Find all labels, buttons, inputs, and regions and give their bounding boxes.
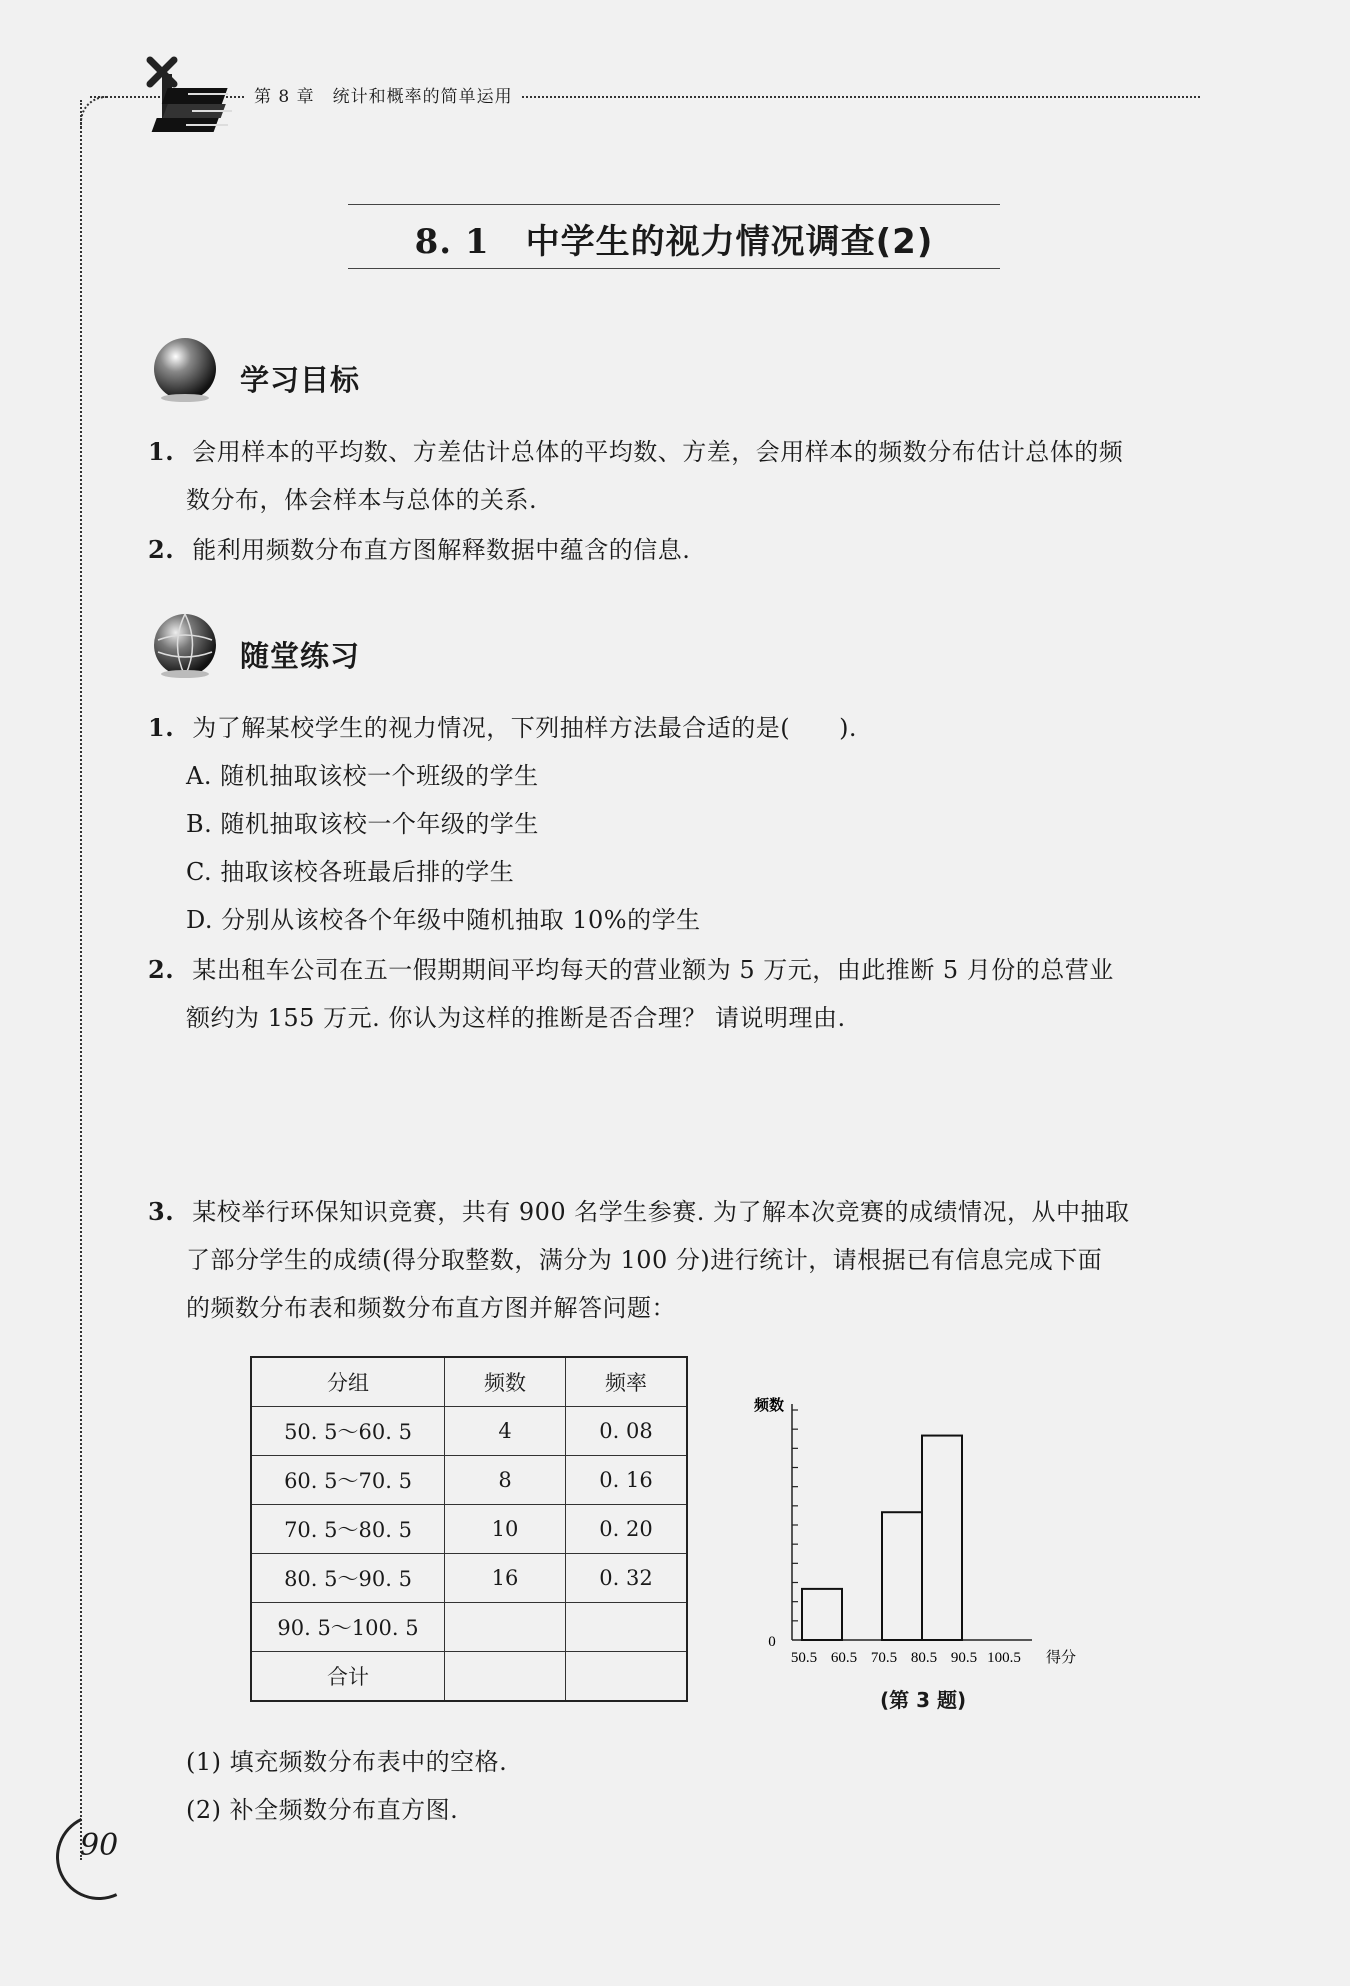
question-1-option-c: C. 抽取该校各班最后排的学生 [186,858,515,886]
x-tick-label: 90.5 [950,1650,978,1666]
question-1-stem: 为了解某校学生的视力情况，下列抽样方法最合适的是( ). [192,714,858,742]
table-header-cell: 频数 [445,1357,566,1407]
question-3-line-1: 某校举行环保知识竞赛，共有 900 名学生参赛. 为了解本次竞赛的成绩情况，从中抽取 [192,1198,1130,1226]
table-header-cell: 分组 [251,1357,445,1407]
table-cell-rate: 0. 08 [566,1407,688,1456]
question-2-line-1: 某出租车公司在五一假期期间平均每天的营业额为 5 万元，由此推断 5 月份的总营业 [192,956,1114,984]
table-row [251,1554,687,1603]
frequency-histogram [730,1390,1110,1710]
x-tick-label: 60.5 [830,1650,858,1666]
question-3-line-2: 了部分学生的成绩(得分取整数，满分为 100 分)进行统计，请根据已有信息完成下面 [186,1246,1103,1274]
objective-2-number: 2. [148,535,175,564]
table-cell-frequency-blank[interactable] [445,1603,566,1652]
objective-item-2 [148,534,690,566]
question-1 [148,712,857,744]
table-row [251,1407,687,1456]
margin-dotted-corner [80,96,112,128]
table-cell-group: 50. 5～60. 5 [251,1407,445,1456]
section-number: 8. 1 [414,222,490,262]
objective-1-line-1: 会用样本的平均数、方差估计总体的平均数、方差，会用样本的频数分布估计总体的频 [192,438,1124,466]
table-cell-total-label: 合计 [251,1652,445,1702]
table-cell-rate: 0. 32 [566,1554,688,1603]
table-cell-frequency: 8 [445,1456,566,1505]
x-tick-label: 70.5 [870,1650,898,1666]
table-cell-rate: 0. 20 [566,1505,688,1554]
table-cell-frequency: 16 [445,1554,566,1603]
table-cell-rate-blank[interactable] [566,1603,688,1652]
x-tick-label: 100.5 [987,1650,1021,1666]
histogram-bar [802,1589,842,1640]
question-3 [148,1196,1130,1228]
question-1-option-a: A. 随机抽取该校一个班级的学生 [186,762,539,790]
question-2 [148,954,1114,986]
objective-item-1 [148,436,1123,468]
x-tick-label: 50.5 [790,1650,818,1666]
page-title [348,214,1000,263]
question-1-option-d: D. 分别从该校各个年级中随机抽取 10%的学生 [186,906,701,934]
objectives-heading: 学习目标 [240,363,361,397]
table-row [251,1456,687,1505]
objective-1-line-2: 数分布，体会样本与总体的关系. [186,486,538,514]
objective-2-line-1: 能利用频数分布直方图解释数据中蕴含的信息. [192,536,691,564]
table-cell-total-frequency[interactable] [445,1652,566,1702]
objectives-sphere-icon [150,334,220,404]
question-1-number: 1. [148,713,175,742]
table-cell-total-rate[interactable] [566,1652,688,1702]
table-row-total [251,1652,687,1702]
question-2-number: 2. [148,955,175,984]
question-3-number: 3. [148,1197,175,1226]
page-number: 90 [80,1828,119,1863]
question-3-line-3: 的频数分布表和频数分布直方图并解答问题： [186,1294,676,1322]
table-cell-group: 60. 5～70. 5 [251,1456,445,1505]
title-rule-top [348,204,1000,205]
histogram-bar [882,1512,922,1640]
table-header-cell: 频率 [566,1357,688,1407]
table-cell-group: 80. 5～90. 5 [251,1554,445,1603]
y-axis-label: 频数 [753,1396,784,1414]
sub-question-2: (2) 补全频数分布直方图. [186,1796,459,1824]
table-cell-group: 70. 5～80. 5 [251,1505,445,1554]
chapter-logo-icon [140,54,250,138]
table-cell-group: 90. 5～100. 5 [251,1603,445,1652]
table-cell-rate: 0. 16 [566,1456,688,1505]
origin-label: 0 [768,1634,776,1650]
table-cell-frequency: 4 [445,1407,566,1456]
title-rule-bottom [348,268,1000,269]
question-1-option-b: B. 随机抽取该校一个年级的学生 [186,810,539,838]
figure-caption: (第 3 题) [880,1688,967,1712]
left-dotted-rule [80,100,82,1860]
table-row [251,1603,687,1652]
x-axis-label: 得分 [1046,1648,1077,1666]
x-tick-label: 80.5 [910,1650,938,1666]
practice-globe-icon [150,610,220,680]
sub-question-1: (1) 填充频数分布表中的空格. [186,1748,508,1776]
frequency-table [250,1356,688,1702]
table-cell-frequency: 10 [445,1505,566,1554]
question-2-line-2: 额约为 155 万元. 你认为这样的推断是否合理？ 请说明理由. [186,1004,846,1032]
practice-heading: 随堂练习 [240,639,361,673]
table-row [251,1505,687,1554]
histogram-bar [922,1436,962,1640]
section-title: 中学生的视力情况调查(2) [525,222,934,262]
running-head: 第 8 章 统计和概率的简单运用 [246,82,521,107]
table-header-row [251,1357,687,1407]
objective-1-number: 1. [148,437,175,466]
